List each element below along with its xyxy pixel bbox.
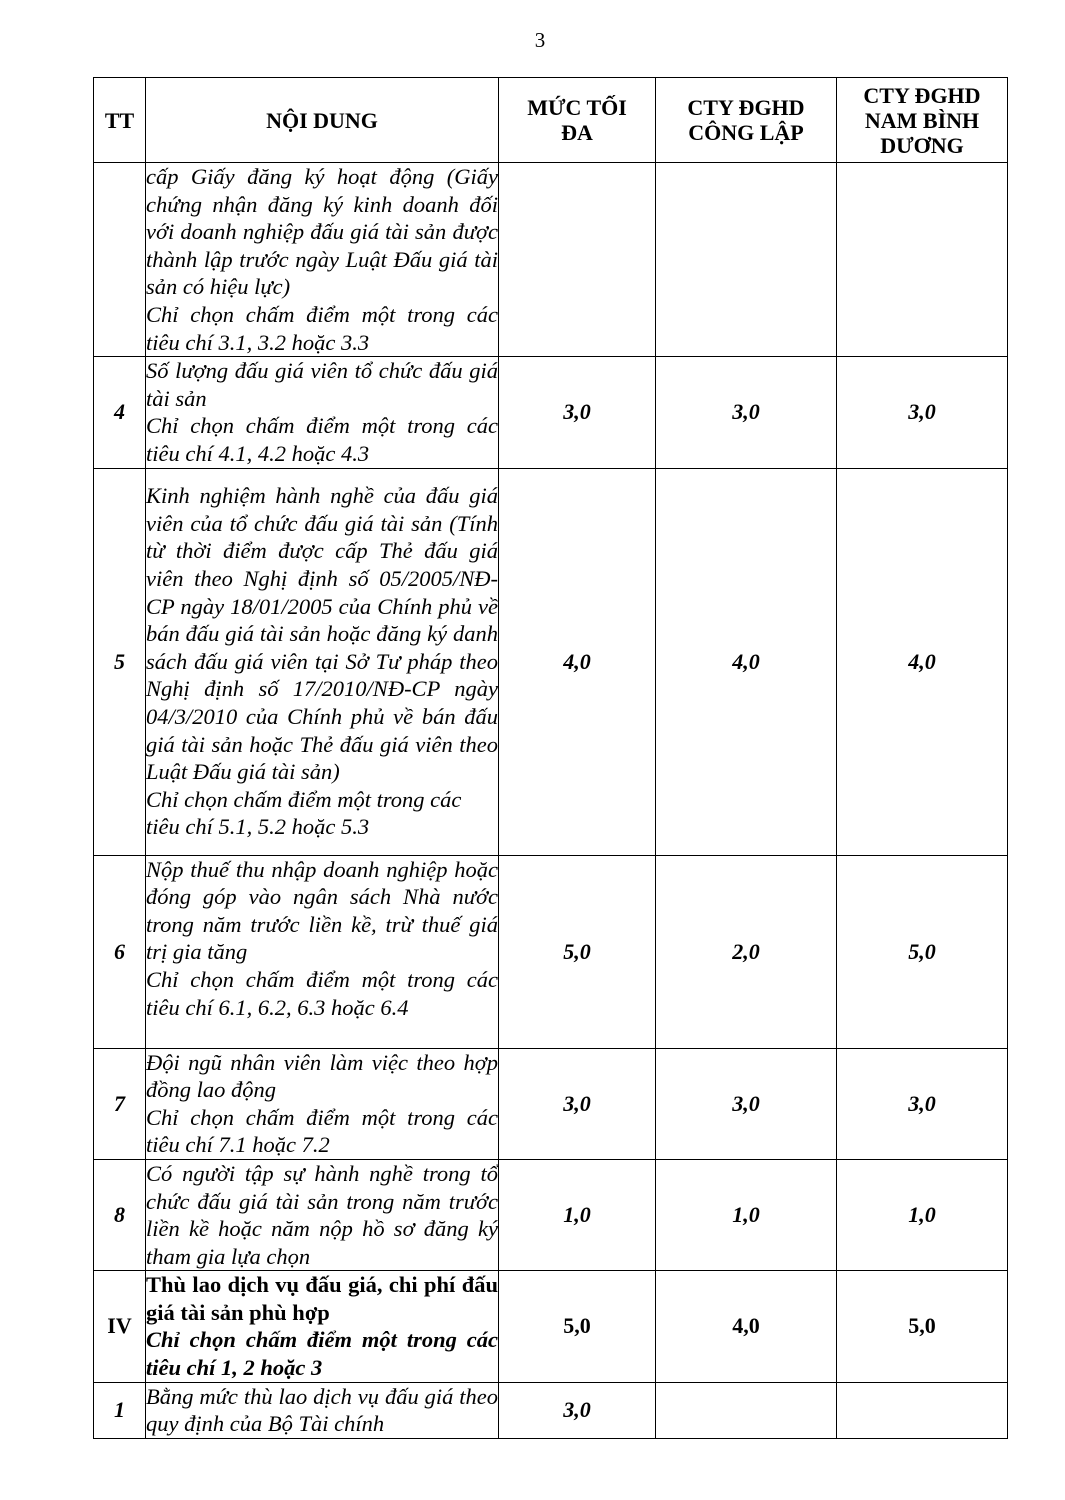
row-max-score: 1,0 xyxy=(499,1159,656,1270)
row-content-line: Chỉ chọn chấm điểm một trong các tiêu chí 4.1, 4.2 hoặc 4.3 xyxy=(146,413,498,466)
row-content-line: Chỉ chọn chấm điểm một trong các tiêu chí 5.1, 5.2 hoặc 5.3 xyxy=(146,786,462,840)
row-nam-binh-duong-score: 4,0 xyxy=(837,468,1008,855)
row-content-line: Kinh nghiệm hành nghề của đấu giá viên của tổ chức đấu giá tài sản (Tính từ thời điểm được cấp Thẻ đấu giá viên theo Nghị định số 05/2005/NĐ-CP ngày 18/01/2005 của Chính phủ về bán đấu giá tài sản hoặc đăng ký danh sách đấu giá viên tại Sở Tư pháp theo Nghị định số 17/2010/NĐ-CP ngày 04/3/2010 của Chính phủ về bán đấu giá tài sản hoặc Thẻ đấu giá viên theo Luật Đấu giá tài sản) xyxy=(146,483,498,785)
row-tt: 7 xyxy=(94,1048,146,1159)
row-content xyxy=(146,1271,499,1382)
table-row xyxy=(94,357,1008,468)
row-content xyxy=(146,855,499,1048)
row-tt: 8 xyxy=(94,1159,146,1270)
table-row xyxy=(94,1271,1008,1382)
row-nam-binh-duong-score xyxy=(837,1382,1008,1438)
row-nam-binh-duong-score: 1,0 xyxy=(837,1159,1008,1270)
row-max-score xyxy=(499,163,656,357)
row-max-score: 3,0 xyxy=(499,1382,656,1438)
row-content-line: Đội ngũ nhân viên làm việc theo hợp đồng lao động xyxy=(146,1049,498,1103)
row-max-score: 3,0 xyxy=(499,357,656,468)
row-max-score: 5,0 xyxy=(499,1271,656,1382)
table-row xyxy=(94,855,1008,1048)
row-cong-lap-score xyxy=(656,163,837,357)
row-cong-lap-score: 4,0 xyxy=(656,468,837,855)
row-content-line: Nộp thuế thu nhập doanh nghiệp hoặc đóng góp vào ngân sách Nhà nước trong năm trước liền kề, trừ thuế giá trị gia tăng xyxy=(146,856,498,965)
row-nam-binh-duong-score: 5,0 xyxy=(837,1271,1008,1382)
row-content xyxy=(146,163,499,357)
page-number: 3 xyxy=(534,28,546,52)
row-content-line: Chỉ chọn chấm điểm một trong các tiêu chí 7.1 hoặc 7.2 xyxy=(146,1104,498,1158)
row-content xyxy=(146,1159,499,1270)
row-content-line: Số lượng đấu giá viên tổ chức đấu giá tài sản xyxy=(146,358,498,411)
row-content-line: Chỉ chọn chấm điểm một trong các tiêu chí 3.1, 3.2 hoặc 3.3 xyxy=(146,301,498,355)
table-row xyxy=(94,1048,1008,1159)
table-row xyxy=(94,1382,1008,1438)
row-content xyxy=(146,357,499,468)
row-content-line: Thù lao dịch vụ đấu giá, chi phí đấu giá tài sản phù hợp xyxy=(146,1272,498,1325)
row-content-line: Có người tập sự hành nghề trong tổ chức đấu giá tài sản trong năm trước liền kề hoặc năm nộp hồ sơ đăng ký tham gia lựa chọn xyxy=(146,1160,498,1269)
row-max-score: 5,0 xyxy=(499,855,656,1048)
table-header-row xyxy=(94,78,1008,163)
row-cong-lap-score: 1,0 xyxy=(656,1159,837,1270)
header-cong-lap: CTY ĐGHD CÔNG LẬP xyxy=(656,78,837,163)
row-cong-lap-score: 4,0 xyxy=(656,1271,837,1382)
header-tt: TT xyxy=(94,78,146,163)
row-nam-binh-duong-score: 5,0 xyxy=(837,855,1008,1048)
row-max-score: 4,0 xyxy=(499,468,656,855)
row-cong-lap-score xyxy=(656,1382,837,1438)
row-tt: 5 xyxy=(94,468,146,855)
table-row xyxy=(94,163,1008,357)
row-tt: 1 xyxy=(94,1382,146,1438)
header-muc-toi-da: MỨC TỐI ĐA xyxy=(499,78,656,163)
row-cong-lap-score: 2,0 xyxy=(656,855,837,1048)
row-tt: 6 xyxy=(94,855,146,1048)
row-max-score: 3,0 xyxy=(499,1048,656,1159)
header-nam-binh-duong: CTY ĐGHD NAM BÌNH DƯƠNG xyxy=(837,78,1008,163)
row-nam-binh-duong-score: 3,0 xyxy=(837,1048,1008,1159)
table-row xyxy=(94,468,1008,855)
row-nam-binh-duong-score xyxy=(837,163,1008,357)
scoring-table xyxy=(93,77,1008,1439)
header-noi-dung: NỘI DUNG xyxy=(146,78,499,163)
row-content-line: cấp Giấy đăng ký hoạt động (Giấy chứng nhận đăng ký kinh doanh đối với doanh nghiệp đấu giá tài sản được thành lập trước ngày Luật Đấu giá tài sản có hiệu lực) xyxy=(146,164,498,300)
row-cong-lap-score: 3,0 xyxy=(656,1048,837,1159)
row-content-line: Chỉ chọn chấm điểm một trong các tiêu chí 6.1, 6.2, 6.3 hoặc 6.4 xyxy=(146,966,498,1020)
row-tt xyxy=(94,163,146,357)
row-content-line: Chỉ chọn chấm điểm một trong các tiêu chí 1, 2 hoặc 3 xyxy=(146,1327,498,1381)
row-content-line: Bằng mức thù lao dịch vụ đấu giá theo quy định của Bộ Tài chính xyxy=(146,1383,498,1437)
row-content xyxy=(146,1382,499,1438)
row-tt: IV xyxy=(94,1271,146,1382)
table-row xyxy=(94,1159,1008,1270)
row-nam-binh-duong-score: 3,0 xyxy=(837,357,1008,468)
row-content xyxy=(146,468,499,855)
row-tt: 4 xyxy=(94,357,146,468)
row-cong-lap-score: 3,0 xyxy=(656,357,837,468)
row-content xyxy=(146,1048,499,1159)
